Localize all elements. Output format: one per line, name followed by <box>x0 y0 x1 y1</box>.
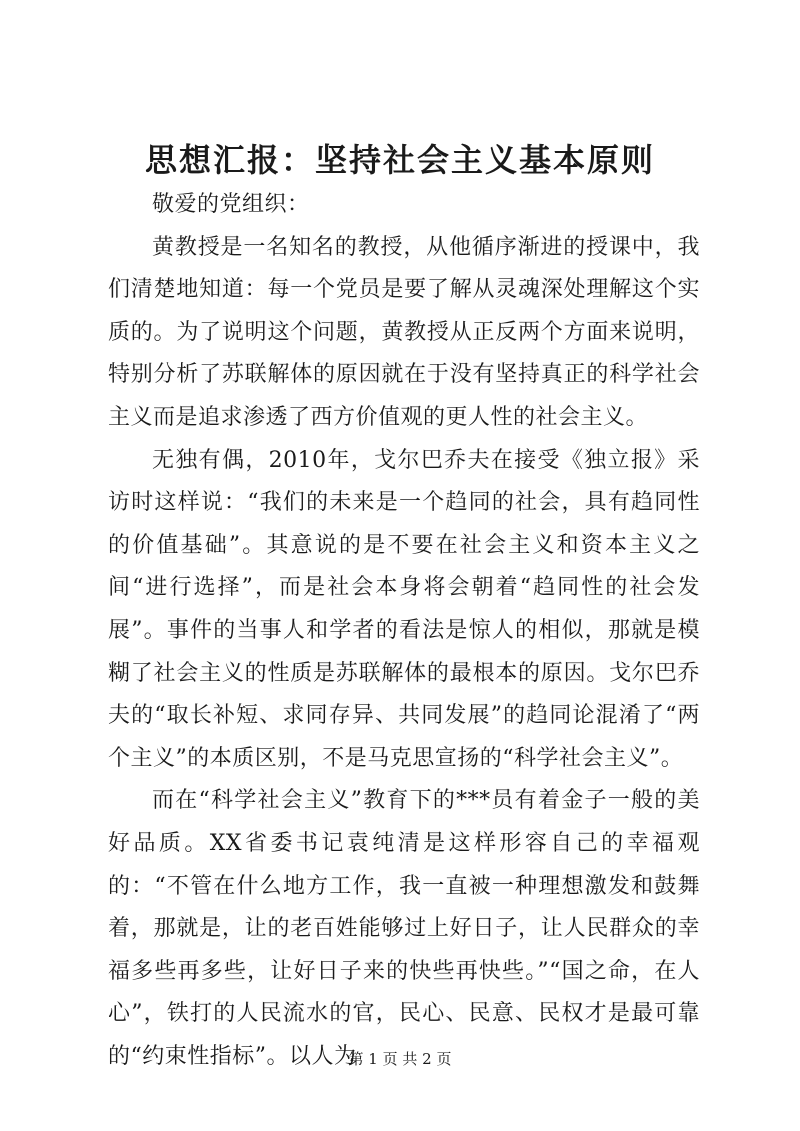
paragraph-3: 而在“科学社会主义”教育下的***员有着金子一般的美好品质。XX省委书记袁纯清是这样形容自己的幸福观的：“不管在什么地方工作，我一直被一种理想激发和鼓舞着，那就是，让的老百姓能够过上好日子，让人民群众的幸福多些再多些，让好日子来的快些再快些。”“国之命，在人心”，铁打的人民流水的官，民心、民意、民权才是最可靠的“约束性指标”。以人为 <box>108 788 700 1069</box>
salutation: 敬爱的党组织： <box>152 192 310 217</box>
paragraph-1: 黄教授是一名知名的教授，从他循序渐进的授课中，我们清楚地知道：每一个党员是要了解从灵魂深处理解这个实质的。为了说明这个问题，黄教授从正反两个方面来说明，特别分析了苏联解体的原因就在于没有坚持真正的科学社会主义而是追求渗透了西方价值观的更人性的社会主义。 <box>108 234 700 430</box>
paragraph-2: 无独有偶，2010年，戈尔巴乔夫在接受《独立报》采访时这样说：“我们的未来是一个趋同的社会，具有趋同性的价值基础”。其意说的是不要在社会主义和资本主义之间“进行选择”，而是社会本身将会朝着“趋同性的社会发展”。事件的当事人和学者的看法是惊人的相似，那就是模糊了社会主义的性质是苏联解体的最根本的原因。戈尔巴乔夫的“取长补短、求同存异、共同发展”的趋同论混淆了“两个主义”的本质区别，不是马克思宣扬的“科学社会主义”。 <box>108 447 700 771</box>
document-body <box>108 184 700 1078</box>
page-footer: 第 1 页 共 2 页 <box>348 1050 452 1068</box>
document-title: 思想汇报：坚持社会主义基本原则 <box>144 141 655 179</box>
